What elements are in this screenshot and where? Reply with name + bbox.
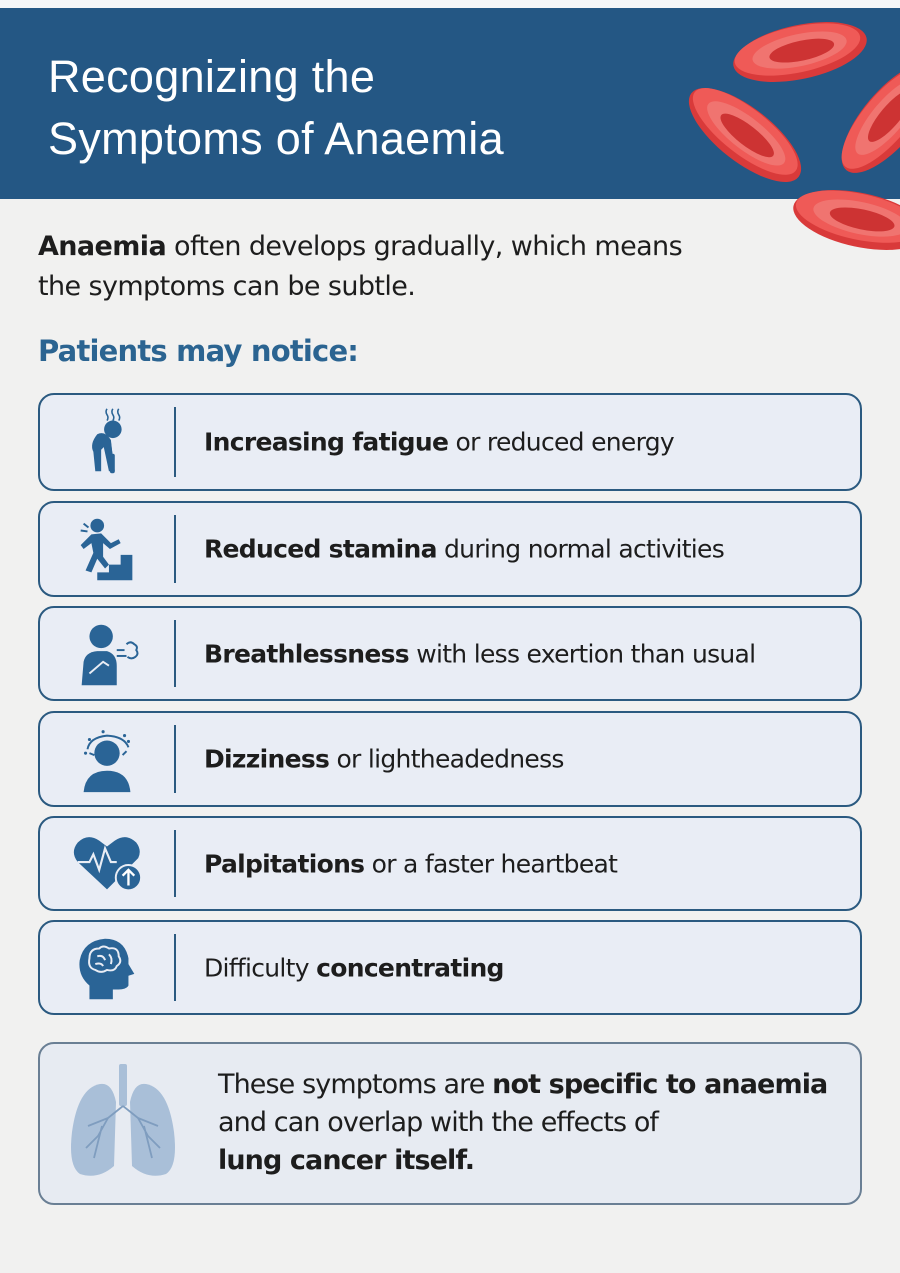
symptom-rest: during normal activities bbox=[436, 534, 725, 564]
symptom-text bbox=[204, 849, 617, 878]
card-divider bbox=[174, 830, 176, 897]
intro-paragraph bbox=[38, 227, 738, 307]
tired-person-icon bbox=[68, 403, 146, 481]
note-line-1-bold: not specific to anaemia bbox=[492, 1069, 828, 1100]
symptom-rest: or reduced energy bbox=[448, 427, 674, 457]
card-divider bbox=[174, 620, 176, 687]
symptom-pre: Difficulty bbox=[204, 953, 317, 982]
note-line-1-plain: These symptoms are bbox=[218, 1069, 493, 1100]
note-line-3-bold: lung cancer itself. bbox=[218, 1145, 475, 1176]
stairs-climbing-icon bbox=[68, 510, 146, 588]
symptom-card-breathlessness bbox=[38, 606, 862, 701]
top-strip bbox=[0, 0, 900, 8]
title-line-2: Symptoms of Anaemia bbox=[48, 113, 504, 164]
symptom-rest: or lightheadedness bbox=[329, 744, 564, 774]
symptom-bold: concentrating bbox=[316, 953, 504, 982]
symptom-bold: Palpitations bbox=[204, 849, 365, 878]
intro-line-2: the symptoms can be subtle. bbox=[38, 271, 416, 302]
brain-head-icon bbox=[68, 929, 146, 1007]
dizzy-head-icon bbox=[68, 720, 146, 798]
symptom-bold: Reduced stamina bbox=[204, 534, 437, 564]
breathless-person-icon bbox=[68, 615, 146, 693]
symptom-text bbox=[204, 953, 504, 982]
heart-rate-up-icon bbox=[68, 825, 146, 903]
symptom-text bbox=[204, 745, 564, 774]
symptom-card-concentration bbox=[38, 920, 862, 1015]
note-text bbox=[218, 1066, 827, 1180]
card-divider bbox=[174, 407, 176, 477]
intro-bold: Anaemia bbox=[38, 231, 167, 262]
card-divider bbox=[174, 725, 176, 793]
symptom-card-palpitations bbox=[38, 816, 862, 911]
intro-rest: often develops gradually, which means bbox=[166, 231, 683, 262]
symptom-text bbox=[204, 639, 755, 668]
symptom-rest: or a faster heartbeat bbox=[364, 849, 618, 878]
symptom-card-fatigue bbox=[38, 393, 862, 491]
symptom-text bbox=[204, 428, 674, 457]
card-divider bbox=[174, 515, 176, 583]
symptom-card-dizziness bbox=[38, 711, 862, 807]
symptom-rest: with less exertion than usual bbox=[408, 639, 756, 668]
header-banner bbox=[0, 8, 900, 199]
note-box bbox=[38, 1042, 862, 1205]
note-line-2: and can overlap with the effects of bbox=[218, 1107, 659, 1138]
card-divider bbox=[174, 934, 176, 1001]
title-line-1: Recognizing the bbox=[48, 51, 376, 102]
symptom-bold: Breathlessness bbox=[204, 639, 409, 668]
page-title bbox=[48, 46, 504, 170]
lungs-icon bbox=[58, 1062, 188, 1182]
symptom-card-stamina bbox=[38, 501, 862, 597]
symptom-text bbox=[204, 535, 724, 564]
symptom-bold: Increasing fatigue bbox=[204, 427, 449, 457]
symptom-bold: Dizziness bbox=[204, 744, 330, 774]
section-heading: Patients may notice: bbox=[38, 334, 359, 368]
